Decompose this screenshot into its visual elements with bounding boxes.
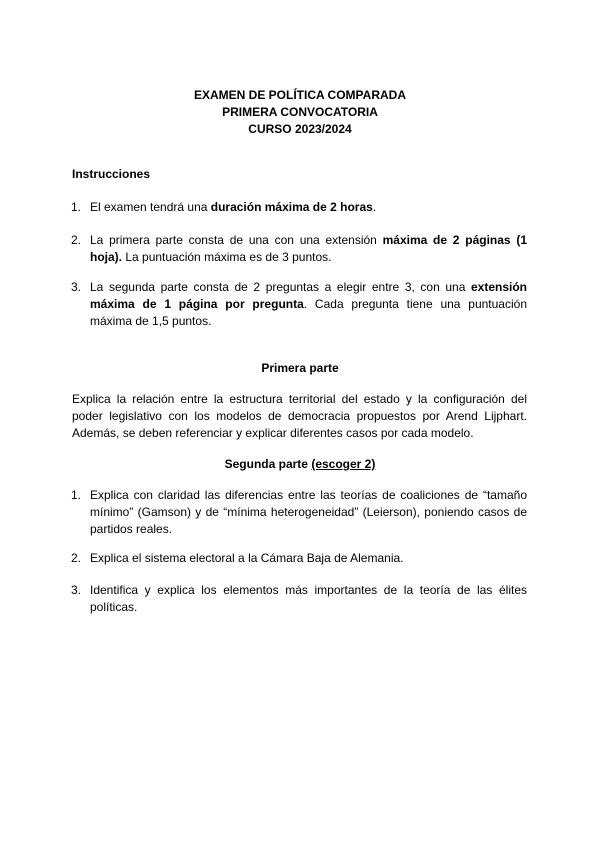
instruction-text: . Cada pregunta tiene una puntuación máxima de 1,5 puntos.: [90, 297, 527, 328]
instruction-bold-text: duración máxima de 2 horas: [210, 200, 373, 214]
question-item-2: [71, 550, 527, 567]
question-text: Explica el sistema electoral a la Cámara Baja de Alemania.: [90, 551, 404, 565]
part2-heading-note: (escoger 2): [311, 457, 376, 471]
title-line-1: EXAMEN DE POLÍTICA COMPARADA: [193, 88, 406, 102]
question-text: Identifica y explica los elementos más importantes de la teoría de las élites políticas.: [90, 583, 527, 614]
instruction-text: El examen tendrá una: [90, 200, 211, 214]
list-number: 2.: [71, 233, 82, 247]
part1-text: Explica la relación entre la estructura territorial del estado y la configuración del poder legislativo con los modelos de democracia propuestos por Arend Lijphart. Además, se deben referenciar y explicar diferentes casos por cada modelo.: [72, 392, 527, 440]
instruction-text: La puntuación máxima es de 3 puntos.: [122, 250, 332, 264]
instruction-text: La primera parte consta de una con una extensión: [90, 233, 383, 247]
title-line-2: PRIMERA CONVOCATORIA: [222, 105, 378, 119]
list-number: 1.: [71, 200, 82, 214]
question-text: Explica con claridad las diferencias entre las teorías de coaliciones de “tamaño mínimo” (Gamson) y de “mínima heterogeneidad” (Leierson), poniendo casos de partidos reales.: [90, 488, 527, 536]
question-item-1: [71, 487, 527, 538]
list-number: 3.: [71, 280, 82, 294]
list-number: 1.: [71, 488, 82, 502]
part2-heading-label: Segunda parte: [224, 457, 308, 471]
part1-heading: Primera parte: [261, 361, 339, 375]
instruction-item-2: [71, 232, 528, 266]
title-line-3: CURSO 2023/2024: [248, 122, 352, 136]
question-item-3: [71, 582, 527, 616]
instruction-text: La segunda parte consta de 2 preguntas a elegir entre 3, con una: [90, 280, 471, 294]
exam-title: [0, 87, 600, 138]
list-number: 3.: [71, 583, 82, 597]
instruction-bold-text: máxima de 2 páginas (1 hoja).: [90, 233, 528, 264]
instruction-text: .: [372, 200, 377, 214]
part2-heading: [0, 456, 600, 473]
list-number: 2.: [71, 551, 82, 565]
instruction-bold-text: extensión máxima de 1 página por pregunta: [90, 280, 527, 311]
instruction-item-3: [71, 279, 527, 330]
instructions-heading: Instrucciones: [72, 167, 151, 181]
instruction-item-1: [71, 199, 527, 216]
